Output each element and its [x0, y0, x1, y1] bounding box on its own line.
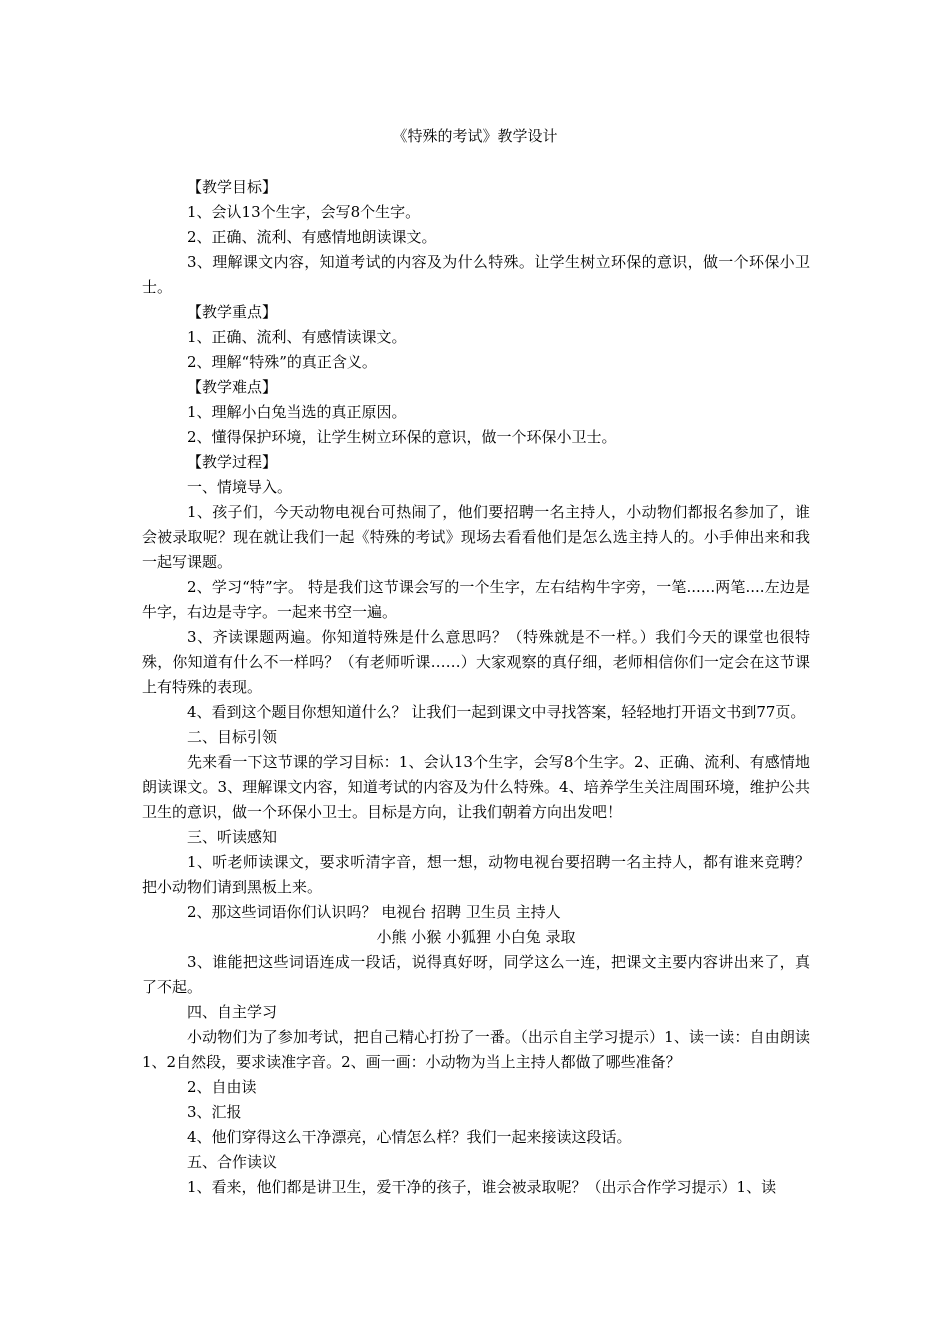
- paragraph: 【教学目标】: [187, 178, 278, 196]
- paragraph: 2、正确、流利、有感情地朗读课文。: [187, 228, 437, 246]
- paragraph: 三、听读感知: [187, 828, 278, 846]
- paragraph: 【教学难点】: [187, 378, 278, 396]
- paragraph: 2、那这些词语你们认识吗？ 电视台 招聘 卫生员 主持人: [187, 903, 561, 921]
- paragraph: 二、目标引领: [187, 728, 278, 746]
- paragraph: 4、他们穿得这么干净漂亮，心情怎么样？我们一起来接读这段话。: [187, 1128, 632, 1146]
- paragraph: 1、孩子们，今天动物电视台可热闹了，他们要招聘一名主持人，小动物们都报名参加了，谁会被录取呢？现在就让我们一起《特殊的考试》现场去看看他们是怎么选主持人的。小手伸出来和我一起写课题。: [142, 503, 810, 571]
- paragraph: 【教学重点】: [187, 303, 278, 321]
- paragraph: 1、理解小白兔当选的真正原因。: [187, 403, 407, 421]
- paragraph: 1、正确、流利、有感情读课文。: [187, 328, 407, 346]
- paragraph: 【教学过程】: [187, 453, 278, 471]
- paragraph: 1、会认13个生字，会写8个生字。: [187, 203, 421, 221]
- paragraph: 2、理解“特殊”的真正含义。: [187, 353, 377, 371]
- paragraph: 2、自由读: [187, 1078, 257, 1096]
- paragraph: 3、汇报: [187, 1103, 242, 1121]
- paragraph: 五、合作读议: [187, 1153, 278, 1171]
- paragraph: 3、齐读课题两遍。你知道特殊是什么意思吗？（特殊就是不一样。）我们今天的课堂也很特殊，你知道有什么不一样吗？（有老师听课……）大家观察的真仔细，老师相信你们一定会在这节课上有特殊的表现。: [142, 628, 810, 696]
- document-title: 《特殊的考试》教学设计: [392, 127, 558, 145]
- paragraph: 一、情境导入。: [187, 478, 293, 496]
- paragraph: 小动物们为了参加考试，把自己精心打扮了一番。（出示自主学习提示）1、读一读：自由朗读1、2自然段，要求读准字音。2、画一画：小动物为当上主持人都做了哪些准备？: [142, 1028, 810, 1071]
- paragraph: 2、懂得保护环境，让学生树立环保的意识，做一个环保小卫士。: [187, 428, 617, 446]
- paragraph: 4、看到这个题目你想知道什么？ 让我们一起到课文中寻找答案，轻轻地打开语文书到77页。: [187, 703, 806, 721]
- paragraph: 1、听老师读课文，要求听清字音，想一想，动物电视台要招聘一名主持人，都有谁来竞聘？把小动物们请到黑板上来。: [142, 853, 810, 896]
- paragraph: 3、理解课文内容，知道考试的内容及为什么特殊。让学生树立环保的意识，做一个环保小卫士。: [142, 253, 810, 296]
- paragraph: 四、自主学习: [187, 1003, 278, 1021]
- paragraph: 小熊 小猴 小狐狸 小白兔 录取: [376, 928, 576, 946]
- paragraph: 2、学习“特”字。 特是我们这节课会写的一个生字，左右结构牛字旁，一笔......两笔....左边是牛字，右边是寺字。一起来书空一遍。: [142, 578, 810, 621]
- paragraph: 3、谁能把这些词语连成一段话，说得真好呀，同学这么一连，把课文主要内容讲出来了，真了不起。: [142, 953, 810, 996]
- paragraph: 1、看来，他们都是讲卫生，爱干净的孩子，谁会被录取呢？（出示合作学习提示）1、读: [187, 1178, 777, 1196]
- document-body: [142, 175, 810, 1200]
- paragraph: 先来看一下这节课的学习目标：1、会认13个生字，会写8个生字。2、正确、流利、有感情地朗读课文。3、理解课文内容，知道考试的内容及为什么特殊。4、培养学生关注周围环境，维护公共卫生的意识，做一个环保小卫士。目标是方向，让我们朝着方向出发吧！: [142, 753, 810, 821]
